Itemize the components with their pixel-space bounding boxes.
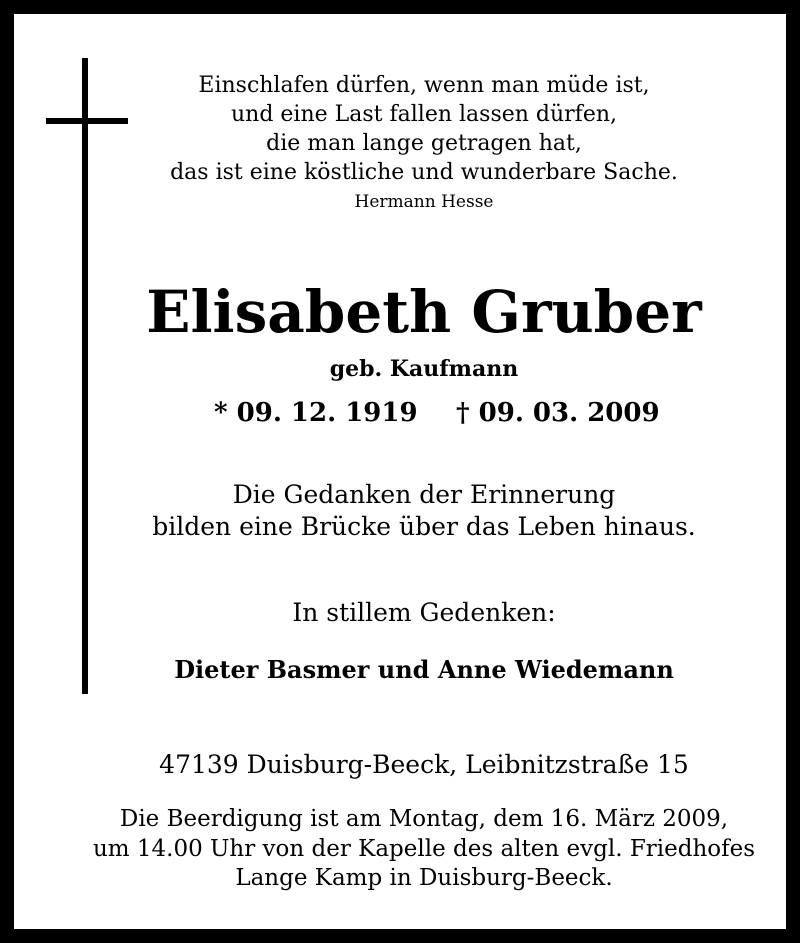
poem-line-4: das ist eine köstliche und wunderbare Sache. bbox=[170, 160, 678, 185]
quote-line-2: bilden eine Brücke über das Leben hinaus. bbox=[152, 512, 696, 541]
address: 47139 Duisburg-Beeck, Leibnitzstraße 15 bbox=[159, 750, 689, 779]
poem-author: Hermann Hesse bbox=[354, 192, 494, 212]
funeral-line-2: um 14.00 Uhr von der Kapelle des alten evgl. Friedhofes bbox=[92, 836, 756, 862]
poem-line-1: Einschlafen dürfen, wenn man müde ist, bbox=[198, 73, 650, 98]
birth-date: * 09. 12. 1919 bbox=[214, 398, 418, 428]
funeral-line-3: Lange Kamp in Duisburg-Beeck. bbox=[235, 865, 613, 891]
death-date: † 09. 03. 2009 bbox=[456, 398, 660, 428]
poem-line-2: und eine Last fallen lassen dürfen, bbox=[230, 102, 618, 127]
mourners: Dieter Basmer und Anne Wiedemann bbox=[174, 655, 674, 684]
quote-line-1: Die Gedanken der Erinnerung bbox=[232, 480, 616, 509]
poem-line-3: die man lange getragen hat, bbox=[266, 131, 582, 156]
funeral-line-1: Die Beerdigung ist am Montag, dem 16. März 2009, bbox=[119, 806, 729, 832]
birth-name: geb. Kaufmann bbox=[329, 356, 519, 382]
mourning-heading: In stillem Gedenken: bbox=[292, 598, 556, 627]
deceased-name: Elisabeth Gruber bbox=[146, 278, 702, 346]
